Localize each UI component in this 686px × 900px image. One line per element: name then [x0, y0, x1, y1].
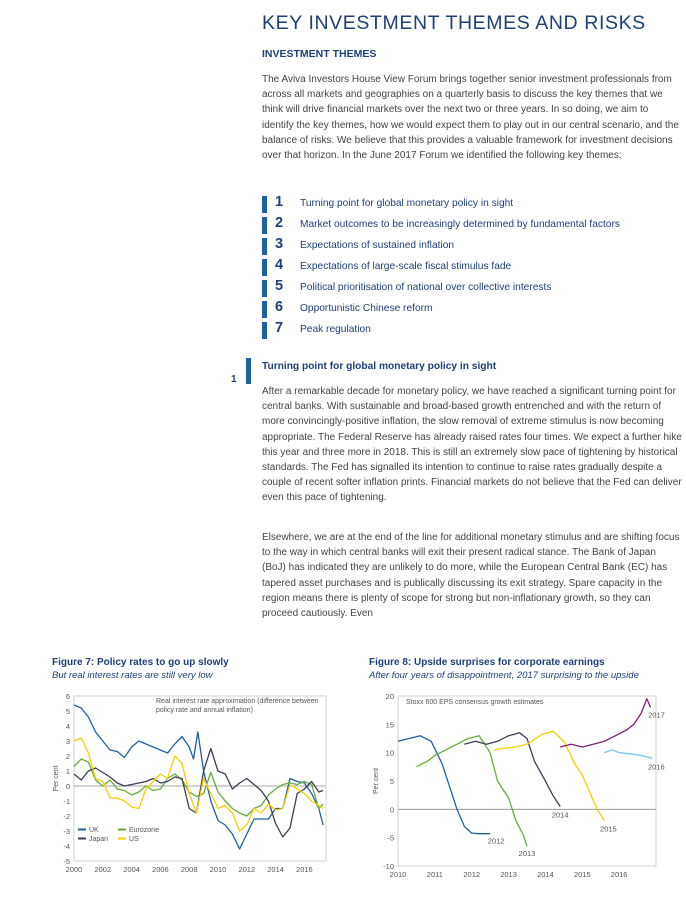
y-tick-label: 5 — [389, 777, 394, 786]
y-tick-label: 10 — [385, 748, 394, 758]
page-title: KEY INVESTMENT THEMES AND RISKS — [262, 12, 646, 34]
annotation-line: policy rate and annual inflation) — [156, 707, 253, 714]
theme-text: Turning point for global monetary policy in sight — [300, 198, 514, 209]
x-tick-label: 2013 — [500, 870, 517, 879]
annotation-line: Stoxx 600 EPS consensus growth estimates — [406, 699, 544, 706]
x-tick-label: 2010 — [209, 865, 227, 874]
y-tick-label: -3 — [63, 827, 70, 836]
y-tick-label: 15 — [385, 720, 394, 730]
x-tick-label: 2010 — [389, 870, 407, 879]
series-line-uk — [74, 705, 323, 849]
theme-number: 6 — [275, 299, 284, 315]
series-line-2017 — [560, 699, 650, 747]
x-tick-label: 2002 — [94, 865, 112, 874]
subsection-bar — [246, 358, 251, 384]
legend-label: US — [129, 836, 139, 843]
x-tick-label: 2012 — [238, 865, 256, 874]
theme-item — [262, 194, 682, 215]
y-tick-label: 5 — [65, 707, 70, 716]
x-tick-label: 2000 — [65, 865, 83, 874]
figure-7-subtitle: But real interest rates are still very low — [52, 670, 213, 681]
chart-annotation — [156, 698, 319, 714]
theme-text: Peak regulation — [300, 324, 371, 335]
y-axis-label: Per cent — [53, 765, 60, 792]
theme-bar — [262, 196, 267, 213]
y-tick-label: -2 — [63, 812, 70, 821]
theme-text: Opportunistic Chinese reform — [300, 303, 433, 314]
y-tick-label: -5 — [63, 857, 70, 866]
themes-list — [262, 194, 682, 341]
section-title: INVESTMENT THEMES — [262, 48, 377, 60]
theme-item — [262, 236, 682, 257]
theme-bar — [262, 217, 267, 234]
theme-bar — [262, 322, 267, 339]
y-tick-label: -1 — [63, 797, 70, 806]
series-line-japan — [74, 749, 323, 838]
y-tick-label: -10 — [383, 862, 394, 871]
series-label: 2017 — [648, 710, 665, 720]
theme-number: 2 — [275, 215, 284, 231]
x-tick-label: 2012 — [463, 870, 481, 879]
theme-text: Expectations of sustained inflation — [300, 240, 455, 251]
figure-8-title: Figure 8: Upside surprises for corporate earnings — [369, 657, 605, 668]
y-tick-label: 4 — [65, 722, 70, 731]
series-label: 2016 — [647, 762, 665, 772]
series-label: 2012 — [487, 836, 505, 846]
theme-bar — [262, 259, 267, 276]
x-tick-label: 2015 — [573, 870, 591, 879]
theme-bar — [262, 280, 267, 297]
x-tick-label: 2011 — [426, 870, 443, 879]
theme-item — [262, 215, 682, 236]
policy-rates-chart — [48, 686, 334, 886]
series-label: 2013 — [518, 849, 536, 859]
y-tick-label: 20 — [385, 692, 394, 701]
series-line-2016 — [604, 750, 652, 759]
eps-growth-chart — [366, 686, 676, 886]
series-label: 2015 — [600, 824, 617, 834]
theme-number: 5 — [275, 278, 284, 294]
theme-number: 7 — [275, 320, 284, 336]
body-paragraph: Elsewhere, we are at the end of the line for additional monetary stimulus and are shifting focus to the way in which central banks will exit their present radical stance. The Bank of Japan (BoJ) has indicated they are unlikely to do more, while the European Central Bank (EC) has tapered asset purchases and is publically discussing its exit strategy. Spare capacity in the region means there is plenty of scope for strong but non-inflationary growth, so they can proceed cautiously. Even — [262, 532, 680, 620]
y-tick-label: 1 — [65, 767, 70, 776]
y-tick-label: 2 — [65, 752, 70, 761]
theme-item — [262, 278, 682, 299]
x-tick-label: 2016 — [610, 870, 628, 879]
theme-item — [262, 299, 682, 320]
plot-frame — [398, 696, 656, 866]
y-tick-label: -5 — [387, 833, 394, 843]
legend-label: Eurozone — [129, 827, 159, 834]
figure-7-title: Figure 7: Policy rates to go up slowly — [52, 657, 229, 668]
y-tick-label: 0 — [65, 782, 70, 791]
series-line-2015 — [494, 731, 605, 821]
theme-number: 1 — [275, 194, 284, 210]
y-axis-label: Per cent — [373, 767, 380, 795]
series-line-2013 — [416, 736, 527, 847]
x-tick-label: 2016 — [296, 865, 313, 874]
annotation-line: Real interest rate approximation (difference between — [156, 698, 319, 705]
theme-text: Political prioritisation of national over collective interests — [300, 282, 552, 293]
theme-item — [262, 320, 682, 341]
theme-bar — [262, 238, 267, 255]
figure-8-subtitle: After four years of disappointment, 2017 surprising to the upside — [369, 670, 639, 681]
y-tick-label: 3 — [65, 737, 70, 746]
x-tick-label: 2008 — [180, 865, 198, 874]
theme-bar — [262, 301, 267, 318]
y-tick-label: 6 — [65, 692, 70, 701]
series-line-eurozone — [74, 759, 323, 816]
theme-item — [262, 257, 682, 278]
series-line-2014 — [464, 733, 560, 807]
x-tick-label: 2006 — [152, 865, 169, 874]
theme-number: 3 — [275, 236, 284, 252]
y-tick-label: 0 — [389, 805, 394, 815]
y-tick-label: -4 — [63, 842, 70, 851]
subsection-number: 1 — [231, 374, 237, 385]
theme-number: 4 — [275, 257, 284, 273]
intro-paragraph: The Aviva Investors House View Forum brings together senior investment professionals from across all markets and geographies on a quarterly basis to discuss the key themes that we think will drive financial markets over the next two or three years. In so doing, we aim to identify the key themes, how we would expect them to play out in our central scenario, and the balance of risks. We believe that this provides a valuable framework for investment decisions over that horizon. In the June 2017 Forum we identified the following key themes: — [262, 74, 679, 162]
subsection-title: Turning point for global monetary policy in sight — [262, 361, 497, 372]
legend-label: UK — [89, 827, 99, 834]
theme-text: Market outcomes to be increasingly determined by fundamental factors — [300, 219, 620, 230]
x-tick-label: 2004 — [123, 865, 140, 874]
theme-text: Expectations of large-scale fiscal stimulus fade — [300, 261, 512, 272]
chart-annotation — [406, 699, 544, 706]
legend-label: Japan — [89, 836, 109, 843]
x-tick-label: 2014 — [537, 870, 554, 879]
x-tick-label: 2014 — [267, 865, 284, 874]
series-label: 2014 — [551, 810, 569, 820]
body-paragraph: After a remarkable decade for monetary policy, we have reached a significant turning point for central banks. With sustainable and broad-based growth entrenched and with the return of more convincingly-positive inflation, the slow removal of extreme stimulus is now becoming appropriate. The Federal Reserve has already raised rates four times. We expect a further hike this year and three more in 2018. This is still an extremely slow pace of tightening by historical standards. The Fed has signalled its intention to continue to raise rates gradually despite a couple of recent softer inflation prints. Financial markets do not believe that the Fed can deliver even this pace of tightening. — [262, 386, 682, 504]
